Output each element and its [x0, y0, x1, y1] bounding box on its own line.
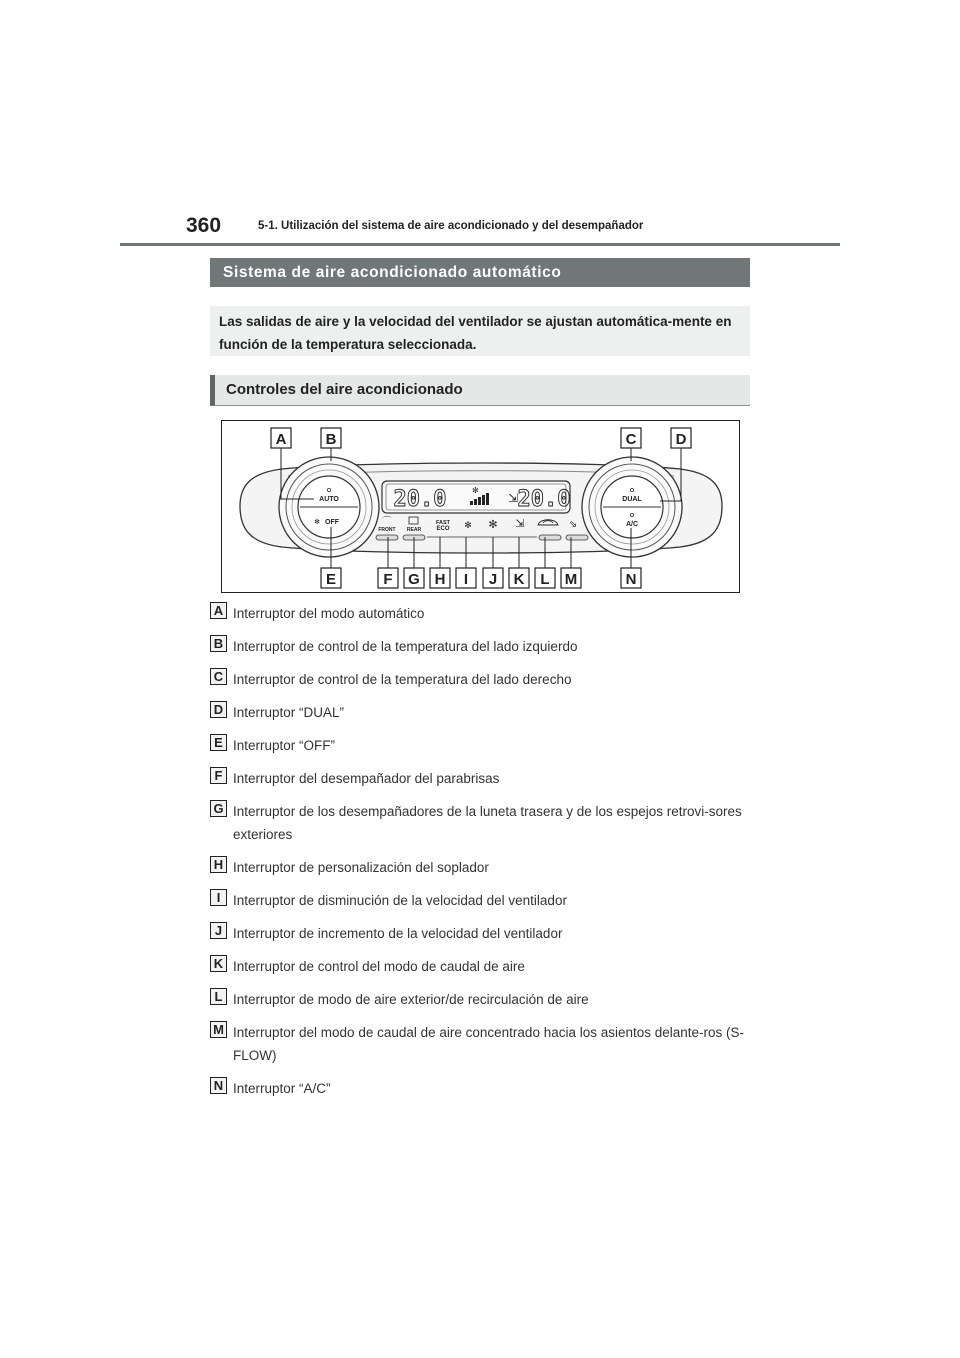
- legend-item-b: [210, 635, 750, 658]
- legend-text: Interruptor de los desempañadores de la luneta trasera y de los espejos retrovi-sores exteriores: [233, 804, 742, 842]
- callout-K: K: [513, 571, 525, 588]
- legend-text: Interruptor de incremento de la velocidad del ventilador: [233, 926, 563, 941]
- callout-M: M: [564, 571, 578, 588]
- legend-item-m: [210, 1021, 750, 1067]
- page-number: 360: [186, 214, 222, 237]
- legend-item-k: [210, 955, 750, 978]
- fast-label: FAST: [435, 520, 451, 526]
- eco-label: ECO: [436, 526, 450, 532]
- svg-text:⌒: ⌒: [382, 517, 392, 527]
- legend-badge: J: [210, 922, 227, 939]
- callout-E: E: [325, 571, 337, 588]
- legend-badge: C: [210, 668, 227, 685]
- callout-B: B: [325, 431, 337, 448]
- legend-badge: M: [210, 1021, 227, 1038]
- legend-text: Interruptor de personalización del soplador: [233, 860, 489, 875]
- section-title: Sistema de aire acondicionado automático: [210, 258, 750, 287]
- auto-switch-label: AUTO: [319, 496, 339, 503]
- legend-text: Interruptor de disminución de la velocidad del ventilador: [233, 893, 567, 908]
- legend-item-d: [210, 701, 750, 724]
- callout-H: H: [434, 571, 446, 588]
- legend-text: Interruptor del modo de caudal de aire concentrado hacia los asientos delante-ros (S-FLOW): [233, 1025, 745, 1063]
- legend-badge: K: [210, 955, 227, 972]
- legend-badge: G: [210, 800, 227, 817]
- legend-item-c: [210, 668, 750, 691]
- legend-list: [210, 602, 750, 1110]
- fan-icon: ✻: [314, 518, 320, 526]
- legend-item-n: [210, 1077, 750, 1100]
- legend-badge: E: [210, 734, 227, 751]
- off-switch-label: OFF: [325, 519, 339, 526]
- legend-badge: N: [210, 1077, 227, 1094]
- callout-A: A: [275, 431, 287, 448]
- legend-item-l: [210, 988, 750, 1011]
- summary-text: Las salidas de aire y la velocidad del ventilador se ajustan automática-mente en función de la temperatura seleccionada.: [210, 306, 750, 356]
- dual-switch-label: DUAL: [622, 496, 642, 503]
- left-temperature-knob: [279, 457, 379, 557]
- ac-switch-label: A/C: [625, 521, 639, 528]
- s-flow-icon: ⇘: [568, 519, 578, 530]
- legend-item-e: [210, 734, 750, 757]
- callout-F: F: [383, 571, 393, 588]
- svg-text:✻: ✻: [472, 486, 479, 495]
- legend-item-g: [210, 800, 750, 846]
- running-head: 5-1. Utilización del sistema de aire acondicionado y del desempañador: [258, 220, 644, 232]
- header-rule: [120, 243, 840, 246]
- callout-C: C: [625, 431, 637, 448]
- blower-customize-icon: [436, 520, 451, 532]
- airflow-display-icon: ⇲: [507, 491, 519, 505]
- legend-badge: D: [210, 701, 227, 718]
- legend-text: Interruptor de control de la temperatura del lado izquierdo: [233, 639, 578, 654]
- legend-item-h: [210, 856, 750, 879]
- legend-item-i: [210, 889, 750, 912]
- legend-badge: A: [210, 602, 227, 619]
- legend-text: Interruptor de control del modo de caudal de aire: [233, 959, 525, 974]
- front-label: FRONT: [378, 527, 396, 533]
- legend-badge: I: [210, 889, 227, 906]
- legend-badge: H: [210, 856, 227, 873]
- legend-item-a: [210, 602, 750, 625]
- ac-control-panel-figure: [221, 420, 740, 593]
- legend-text: Interruptor de control de la temperatura del lado derecho: [233, 672, 572, 687]
- rear-label: REAR: [406, 527, 422, 533]
- right-temperature-knob: [582, 457, 682, 557]
- legend-badge: F: [210, 767, 227, 784]
- subsection-title: Controles del aire acondicionado: [210, 375, 750, 406]
- legend-item-f: [210, 767, 750, 790]
- legend-text: Interruptor “DUAL”: [233, 705, 345, 720]
- callout-I: I: [463, 571, 469, 588]
- right-temperature-display: 20.0: [517, 487, 571, 512]
- callout-J: J: [488, 571, 498, 588]
- legend-text: Interruptor de modo de aire exterior/de recirculación de aire: [233, 992, 589, 1007]
- legend-text: Interruptor del desempañador del parabrisas: [233, 771, 500, 786]
- airflow-mode-icon: ⇲: [515, 517, 525, 530]
- fan-high-icon: ✻: [488, 518, 498, 531]
- callout-G: G: [408, 571, 420, 588]
- callout-L: L: [540, 571, 550, 588]
- legend-text: Interruptor “A/C”: [233, 1081, 331, 1096]
- legend-item-j: [210, 922, 750, 945]
- legend-text: Interruptor del modo automático: [233, 606, 425, 621]
- callout-D: D: [675, 431, 687, 448]
- legend-badge: L: [210, 988, 227, 1005]
- legend-text: Interruptor “OFF”: [233, 738, 336, 753]
- callout-N: N: [625, 571, 637, 588]
- left-temperature-display: 20.0: [393, 487, 447, 512]
- legend-badge: B: [210, 635, 227, 652]
- fan-low-icon: ✻: [464, 521, 472, 531]
